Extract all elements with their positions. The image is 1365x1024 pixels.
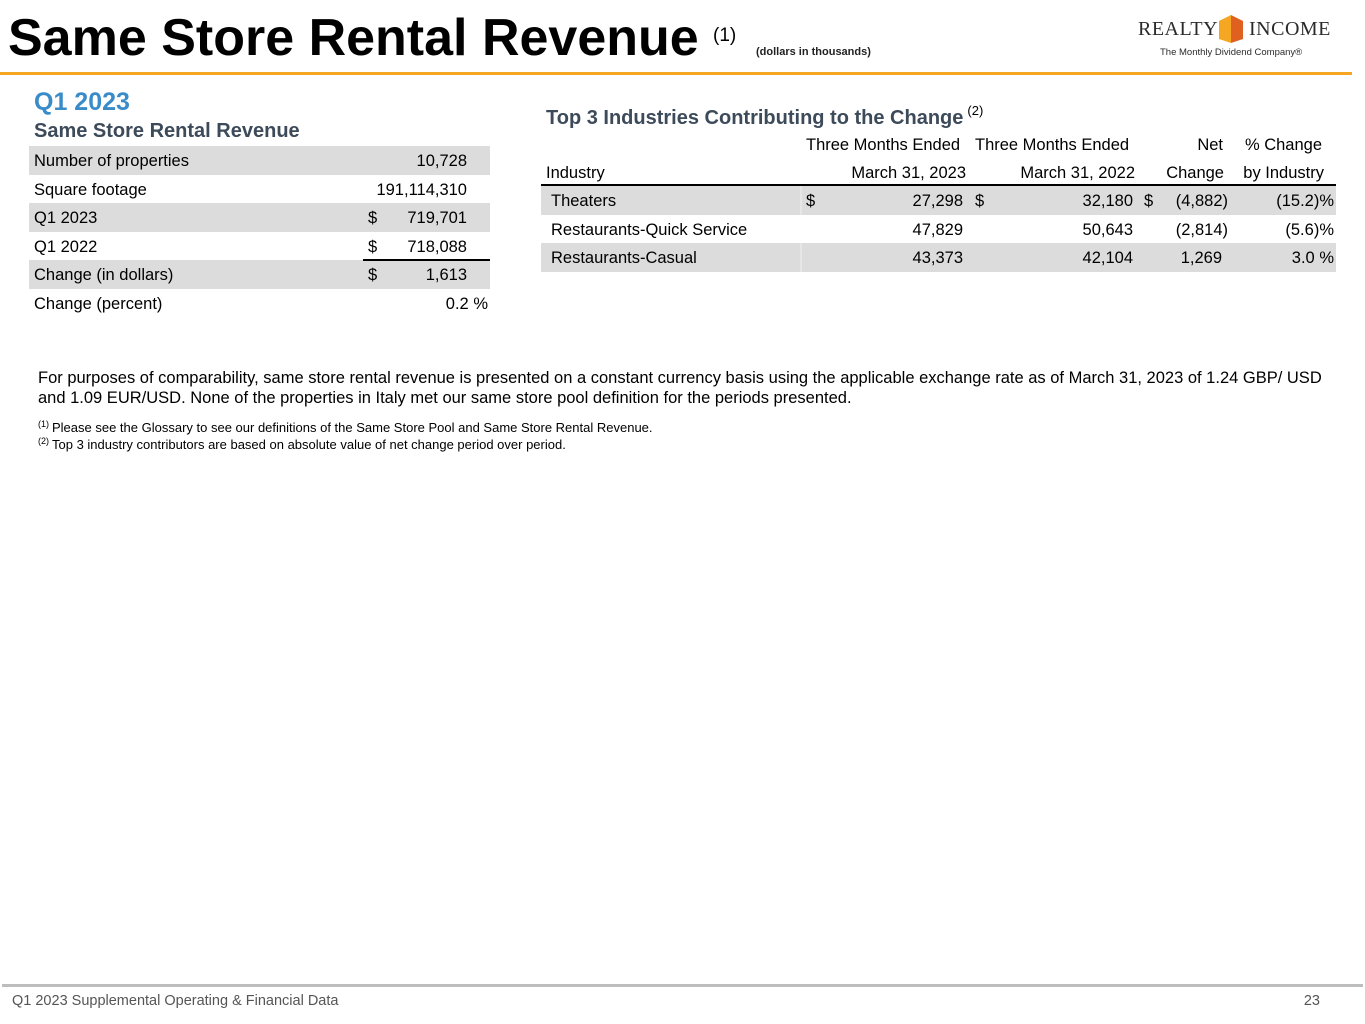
pct-change-cell: 3.0 %	[1291, 249, 1334, 267]
industry-cell: Theaters	[551, 192, 617, 210]
footnote-text: Top 3 industry contributors are based on absolute value of net change period over period.	[52, 437, 566, 452]
industry-cell: Restaurants-Quick Service	[551, 220, 748, 239]
row-value: 191,114,310	[376, 180, 467, 199]
industries-heading-text: Top 3 Industries Contributing to the Change	[546, 107, 964, 129]
table-row	[29, 203, 490, 232]
page-number: 23	[1303, 993, 1320, 1009]
pct-change-cell: (5.6)%	[1285, 220, 1334, 239]
logo-tagline: The Monthly Dividend Company®	[1160, 47, 1303, 58]
column-header: March 31, 2022	[1020, 164, 1135, 182]
column-header: Net	[1197, 136, 1223, 154]
footnote-text: Please see the Glossary to see our definitions of the Same Store Pool and Same Store Rental Revenue.	[52, 420, 653, 435]
industries-table	[541, 130, 1336, 272]
table-header-row	[541, 130, 1336, 158]
table-row	[29, 175, 490, 204]
footnote-marker: (1)	[38, 419, 49, 429]
company-logo	[1138, 12, 1338, 62]
industries-heading	[546, 103, 983, 130]
row-value: 719,701	[407, 209, 467, 227]
value-2022-cell: 50,643	[1082, 220, 1133, 239]
column-header: Change	[1166, 164, 1224, 182]
period-heading: Q1 2023	[34, 88, 130, 116]
currency-cell: $	[975, 192, 985, 210]
row-label: Q1 2022	[34, 237, 98, 256]
heading-footnote-marker: (2)	[967, 103, 984, 118]
row-currency: $	[368, 209, 378, 227]
row-label: Number of properties	[34, 152, 189, 170]
currency-cell: $	[806, 192, 816, 210]
column-header: March 31, 2023	[851, 164, 966, 182]
footer-document-title: Q1 2023 Supplemental Operating & Financial Data	[12, 993, 339, 1009]
same-store-summary-table	[29, 146, 490, 317]
table-row	[541, 186, 1336, 215]
row-label: Change (in dollars)	[34, 266, 174, 284]
column-header: by Industry	[1243, 164, 1324, 182]
footnote-1	[38, 419, 653, 435]
row-label: Square footage	[34, 180, 147, 199]
column-header: % Change	[1244, 136, 1322, 154]
table-row	[541, 243, 1336, 272]
row-value: 0.2 %	[445, 294, 488, 313]
table-row	[29, 232, 490, 261]
table-row	[29, 260, 490, 289]
net-change-cell: 1,269	[1180, 249, 1222, 267]
currency-cell: $	[1144, 192, 1154, 210]
value-2022-cell: 32,180	[1082, 192, 1133, 210]
title-footnote-marker: (1)	[713, 25, 737, 46]
logo-word-left: REALTY	[1138, 18, 1219, 40]
footer-divider	[2, 984, 1363, 987]
footnote-marker: (2)	[38, 436, 49, 446]
row-value: 718,088	[407, 237, 467, 256]
comparability-note: For purposes of comparability, same store rental revenue is presented on a constant currency basis using the applicable exchange rate as of March 31, 2023 of 1.24 GBP/ USD and 1.09 EUR/USD. None of the properties in Italy met our same store pool definition for the periods presented.	[38, 369, 1322, 407]
value-2023-cell: 43,373	[912, 249, 963, 267]
footnote-2	[38, 436, 566, 452]
row-label: Change (percent)	[34, 294, 163, 313]
row-currency: $	[368, 266, 378, 284]
value-2023-cell: 47,829	[912, 220, 963, 239]
table-header-row	[541, 158, 1336, 186]
row-label: Q1 2023	[34, 209, 98, 227]
logo-word-right: INCOME	[1249, 18, 1331, 40]
pct-change-cell: (15.2)%	[1276, 192, 1334, 210]
column-header: Three Months Ended	[975, 136, 1130, 154]
value-2022-cell: 42,104	[1082, 249, 1133, 267]
net-change-cell: (2,814)	[1175, 220, 1228, 239]
row-currency: $	[368, 237, 378, 256]
same-store-heading: Same Store Rental Revenue	[34, 120, 300, 142]
page-title: Same Store Rental Revenue	[8, 9, 699, 67]
header-divider	[0, 72, 1352, 75]
column-header: Industry	[546, 164, 605, 182]
net-change-cell: (4,882)	[1175, 192, 1228, 210]
row-value: 1,613	[425, 266, 467, 284]
table-row	[541, 215, 1336, 244]
row-value: 10,728	[416, 152, 467, 170]
units-note: (dollars in thousands)	[756, 46, 871, 58]
table-row	[29, 289, 490, 318]
building-logo-icon	[1217, 13, 1245, 45]
value-2023-cell: 27,298	[912, 192, 963, 210]
table-row	[29, 146, 490, 175]
industry-cell: Restaurants-Casual	[551, 249, 697, 267]
column-header: Three Months Ended	[806, 136, 961, 154]
